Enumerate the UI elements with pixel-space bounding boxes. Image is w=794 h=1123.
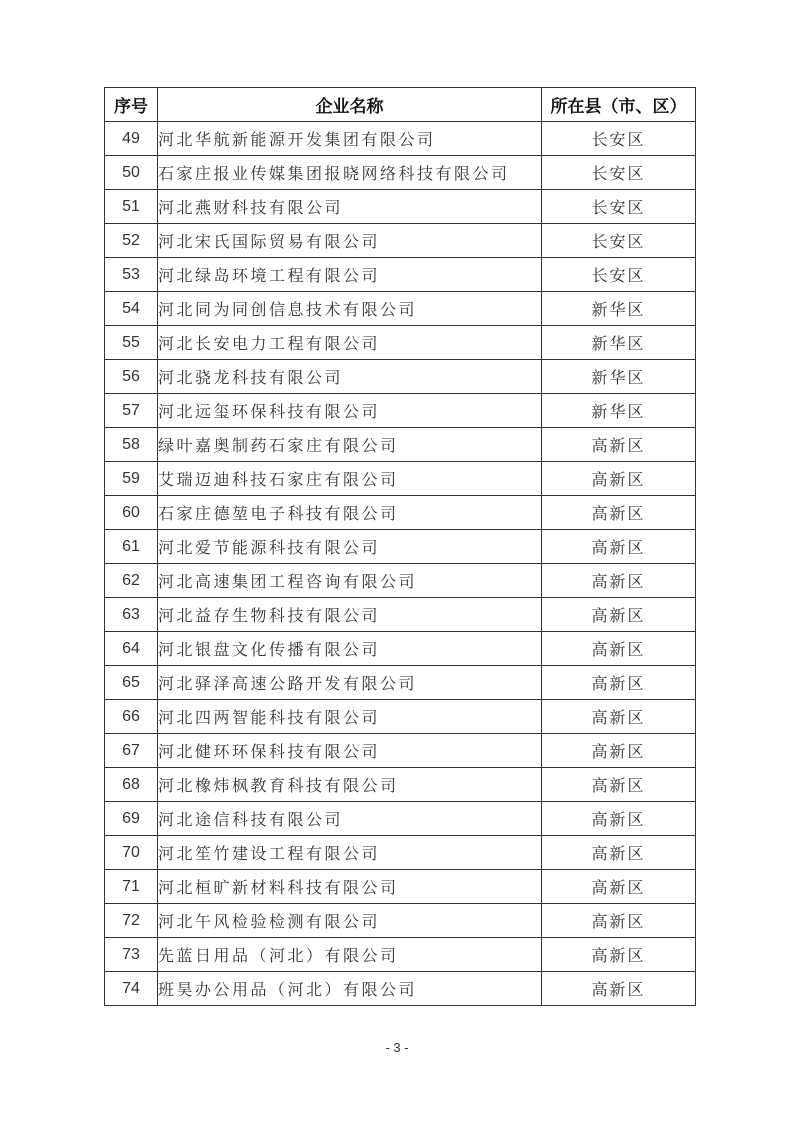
district-cell: 长安区 bbox=[542, 122, 696, 156]
enterprise-name-cell: 石家庄德堃电子科技有限公司 bbox=[158, 496, 542, 530]
district-cell: 高新区 bbox=[542, 938, 696, 972]
table-row bbox=[105, 496, 696, 530]
serial-number-cell: 72 bbox=[105, 904, 158, 938]
enterprise-name-cell: 河北橡炜枫教育科技有限公司 bbox=[158, 768, 542, 802]
table-row bbox=[105, 632, 696, 666]
serial-number-cell: 56 bbox=[105, 360, 158, 394]
district-cell: 高新区 bbox=[542, 530, 696, 564]
district-cell: 长安区 bbox=[542, 190, 696, 224]
district-cell: 高新区 bbox=[542, 700, 696, 734]
table-row bbox=[105, 190, 696, 224]
enterprise-name-cell: 河北燕财科技有限公司 bbox=[158, 190, 542, 224]
enterprise-name-cell: 先蓝日用品（河北）有限公司 bbox=[158, 938, 542, 972]
header-serial-number: 序号 bbox=[105, 88, 158, 122]
table-row bbox=[105, 428, 696, 462]
district-cell: 高新区 bbox=[542, 496, 696, 530]
district-cell: 新华区 bbox=[542, 292, 696, 326]
serial-number-cell: 50 bbox=[105, 156, 158, 190]
serial-number-cell: 68 bbox=[105, 768, 158, 802]
district-cell: 高新区 bbox=[542, 904, 696, 938]
enterprise-name-cell: 班昊办公用品（河北）有限公司 bbox=[158, 972, 542, 1006]
district-cell: 新华区 bbox=[542, 394, 696, 428]
table-row bbox=[105, 972, 696, 1006]
enterprise-name-cell: 河北宋氏国际贸易有限公司 bbox=[158, 224, 542, 258]
serial-number-cell: 74 bbox=[105, 972, 158, 1006]
district-cell: 高新区 bbox=[542, 598, 696, 632]
enterprise-name-cell: 河北绿岛环境工程有限公司 bbox=[158, 258, 542, 292]
enterprise-name-cell: 绿叶嘉奥制药石家庄有限公司 bbox=[158, 428, 542, 462]
enterprise-name-cell: 河北长安电力工程有限公司 bbox=[158, 326, 542, 360]
serial-number-cell: 53 bbox=[105, 258, 158, 292]
district-cell: 高新区 bbox=[542, 768, 696, 802]
serial-number-cell: 66 bbox=[105, 700, 158, 734]
district-cell: 高新区 bbox=[542, 632, 696, 666]
enterprise-name-cell: 河北高速集团工程咨询有限公司 bbox=[158, 564, 542, 598]
enterprise-name-cell: 河北益存生物科技有限公司 bbox=[158, 598, 542, 632]
table-row bbox=[105, 394, 696, 428]
serial-number-cell: 63 bbox=[105, 598, 158, 632]
table-row bbox=[105, 530, 696, 564]
district-cell: 长安区 bbox=[542, 258, 696, 292]
district-cell: 高新区 bbox=[542, 564, 696, 598]
table-row bbox=[105, 904, 696, 938]
enterprise-name-cell: 河北驿泽高速公路开发有限公司 bbox=[158, 666, 542, 700]
district-cell: 高新区 bbox=[542, 428, 696, 462]
district-cell: 长安区 bbox=[542, 156, 696, 190]
serial-number-cell: 61 bbox=[105, 530, 158, 564]
table-row bbox=[105, 258, 696, 292]
serial-number-cell: 58 bbox=[105, 428, 158, 462]
enterprise-name-cell: 河北华航新能源开发集团有限公司 bbox=[158, 122, 542, 156]
table-row bbox=[105, 462, 696, 496]
serial-number-cell: 70 bbox=[105, 836, 158, 870]
serial-number-cell: 51 bbox=[105, 190, 158, 224]
serial-number-cell: 49 bbox=[105, 122, 158, 156]
enterprise-name-cell: 河北午风检验检测有限公司 bbox=[158, 904, 542, 938]
serial-number-cell: 60 bbox=[105, 496, 158, 530]
serial-number-cell: 62 bbox=[105, 564, 158, 598]
district-cell: 高新区 bbox=[542, 734, 696, 768]
serial-number-cell: 57 bbox=[105, 394, 158, 428]
table-row bbox=[105, 122, 696, 156]
serial-number-cell: 67 bbox=[105, 734, 158, 768]
serial-number-cell: 52 bbox=[105, 224, 158, 258]
table-row bbox=[105, 802, 696, 836]
district-cell: 高新区 bbox=[542, 666, 696, 700]
enterprise-name-cell: 河北银盘文化传播有限公司 bbox=[158, 632, 542, 666]
enterprise-name-cell: 河北笙竹建设工程有限公司 bbox=[158, 836, 542, 870]
table-header-row bbox=[105, 88, 696, 122]
serial-number-cell: 55 bbox=[105, 326, 158, 360]
enterprise-name-cell: 河北桓旷新材料科技有限公司 bbox=[158, 870, 542, 904]
enterprise-name-cell: 艾瑞迈迪科技石家庄有限公司 bbox=[158, 462, 542, 496]
table-row bbox=[105, 292, 696, 326]
serial-number-cell: 64 bbox=[105, 632, 158, 666]
serial-number-cell: 54 bbox=[105, 292, 158, 326]
district-cell: 新华区 bbox=[542, 360, 696, 394]
enterprise-name-cell: 河北同为同创信息技术有限公司 bbox=[158, 292, 542, 326]
table-row bbox=[105, 326, 696, 360]
table-row bbox=[105, 734, 696, 768]
header-enterprise-name: 企业名称 bbox=[158, 88, 542, 122]
enterprise-name-cell: 河北四两智能科技有限公司 bbox=[158, 700, 542, 734]
enterprise-name-cell: 河北骁龙科技有限公司 bbox=[158, 360, 542, 394]
district-cell: 长安区 bbox=[542, 224, 696, 258]
serial-number-cell: 73 bbox=[105, 938, 158, 972]
serial-number-cell: 69 bbox=[105, 802, 158, 836]
district-cell: 高新区 bbox=[542, 870, 696, 904]
enterprise-name-cell: 石家庄报业传媒集团报晓网络科技有限公司 bbox=[158, 156, 542, 190]
table-row bbox=[105, 700, 696, 734]
table-row bbox=[105, 768, 696, 802]
table-row bbox=[105, 870, 696, 904]
table-row bbox=[105, 156, 696, 190]
table-row bbox=[105, 666, 696, 700]
table-row bbox=[105, 598, 696, 632]
table-row bbox=[105, 938, 696, 972]
serial-number-cell: 65 bbox=[105, 666, 158, 700]
district-cell: 高新区 bbox=[542, 802, 696, 836]
district-cell: 高新区 bbox=[542, 972, 696, 1006]
district-cell: 高新区 bbox=[542, 836, 696, 870]
enterprise-name-cell: 河北健环环保科技有限公司 bbox=[158, 734, 542, 768]
district-cell: 新华区 bbox=[542, 326, 696, 360]
enterprise-name-cell: 河北远玺环保科技有限公司 bbox=[158, 394, 542, 428]
serial-number-cell: 71 bbox=[105, 870, 158, 904]
enterprise-name-cell: 河北途信科技有限公司 bbox=[158, 802, 542, 836]
table-row bbox=[105, 836, 696, 870]
header-district: 所在县（市、区） bbox=[542, 88, 696, 122]
table-row bbox=[105, 360, 696, 394]
serial-number-cell: 59 bbox=[105, 462, 158, 496]
district-cell: 高新区 bbox=[542, 462, 696, 496]
table-row bbox=[105, 564, 696, 598]
table-row bbox=[105, 224, 696, 258]
page-number: - 3 - bbox=[385, 1040, 409, 1055]
enterprise-table bbox=[104, 87, 696, 1006]
enterprise-name-cell: 河北爱节能源科技有限公司 bbox=[158, 530, 542, 564]
